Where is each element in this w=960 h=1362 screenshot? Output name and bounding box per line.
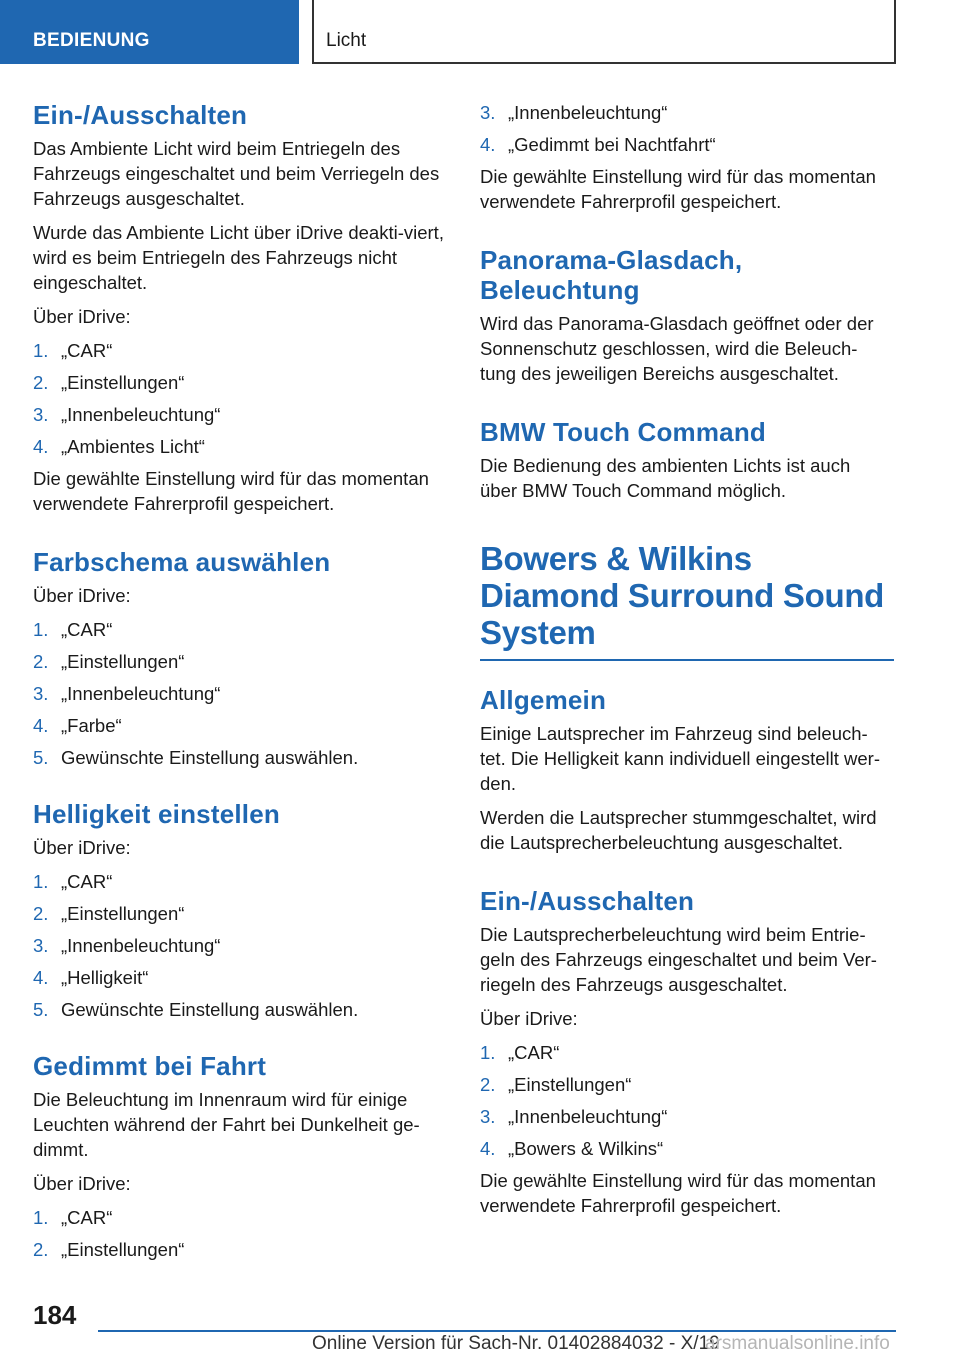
list-item [480,132,892,157]
step-text: „Innenbeleuchtung“ [61,404,221,425]
right-column [480,100,892,1227]
step-number: 4. [480,1138,496,1159]
step-list [33,1205,445,1262]
step-text: „CAR“ [61,619,113,640]
list-item [33,1205,445,1230]
step-text: „CAR“ [508,1042,560,1063]
list-item [33,681,445,706]
step-text: „Innenbeleuchtung“ [61,935,221,956]
step-number: 1. [33,340,49,361]
step-text: „Einstellungen“ [61,903,185,924]
step-text: „Einstellungen“ [61,651,185,672]
step-text: „Einstellungen“ [61,372,185,393]
step-list [33,869,445,1022]
step-text: „Farbe“ [61,715,122,736]
paragraph: Über iDrive: [480,1008,578,1029]
step-number: 2. [33,372,49,393]
step-list [33,617,445,770]
paragraph: Wird das Panorama-Glasdach geöffnet oder der Sonnenschutz geschlossen, wird die Beleuch-tung des jeweiligen Bereichs ausgeschaltet. [480,313,874,384]
section-title: Allgemein [480,685,607,715]
step-list [480,100,892,157]
chapter-tab [0,0,299,64]
step-number: 3. [33,935,49,956]
step-number: 1. [33,619,49,640]
paragraph: Über iDrive: [33,585,131,606]
paragraph: Die gewählte Einstellung wird für das momentan verwendete Fahrerprofil gespeichert. [33,468,429,514]
step-text: „CAR“ [61,340,113,361]
list-item [480,1040,892,1065]
section-title: Gedimmt bei Fahrt [33,1051,267,1081]
list-item [480,1104,892,1129]
paragraph: Einige Lautsprecher im Fahrzeug sind beleuch-tet. Die Helligkeit kann individuell eingestellt wer-den. [480,723,880,794]
topic-box [312,0,896,64]
step-text: „Einstellungen“ [61,1239,185,1260]
paragraph: Die Bedienung des ambienten Lichts ist auch über BMW Touch Command möglich. [480,455,851,501]
list-item [33,338,445,363]
list-item [33,617,445,642]
step-text: „Bowers & Wilkins“ [508,1138,664,1159]
list-item [33,997,445,1022]
step-text: „Innenbeleuchtung“ [61,683,221,704]
page-number: 184 [33,1300,77,1330]
paragraph: Die Lautsprecherbeleuchtung wird beim Entrie-geln des Fahrzeugs eingeschaltet und beim Ver-riegeln des Fahrzeugs ausgeschaltet. [480,924,877,995]
step-number: 2. [33,651,49,672]
list-item [33,745,445,770]
watermark: arsmanualsonline.info [705,1333,890,1354]
step-number: 2. [33,1239,49,1260]
chapter-label: BEDIENUNG [33,30,150,51]
step-text: „Helligkeit“ [61,967,149,988]
list-item [33,713,445,738]
list-item [33,933,445,958]
paragraph: Die gewählte Einstellung wird für das momentan verwendete Fahrerprofil gespeichert. [480,1170,876,1216]
step-text: „CAR“ [61,1207,113,1228]
step-text: „Innenbeleuchtung“ [508,102,668,123]
step-list [33,338,445,459]
step-number: 4. [33,715,49,736]
list-item [33,965,445,990]
step-text: „CAR“ [61,871,113,892]
list-item [33,370,445,395]
step-text: Gewünschte Einstellung auswählen. [61,747,359,768]
section-title: Panorama-Glasdach, Beleuchtung [480,245,743,305]
chapter-title: Bowers & Wilkins Diamond Surround Sound System [480,540,885,651]
list-item [33,649,445,674]
list-item [33,402,445,427]
step-number: 4. [33,967,49,988]
step-number: 1. [480,1042,496,1063]
section-title: BMW Touch Command [480,417,766,447]
list-item [33,1237,445,1262]
list-item [33,869,445,894]
list-item [480,1072,892,1097]
step-number: 4. [480,134,496,155]
step-number: 1. [33,871,49,892]
topic-label: Licht [326,30,367,51]
step-number: 3. [33,404,49,425]
section-title: Ein-/Ausschalten [33,100,248,130]
list-item [480,1136,892,1161]
paragraph: Die Beleuchtung im Innenraum wird für einige Leuchten während der Fahrt bei Dunkelheit ge-dimmt. [33,1089,420,1160]
step-text: „Innenbeleuchtung“ [508,1106,668,1127]
step-number: 3. [480,1106,496,1127]
step-number: 3. [480,102,496,123]
section-title: Helligkeit einstellen [33,799,280,829]
step-number: 3. [33,683,49,704]
section-title: Ein-/Ausschalten [480,886,695,916]
step-text: Gewünschte Einstellung auswählen. [61,999,359,1020]
step-number: 2. [480,1074,496,1095]
step-number: 5. [33,999,49,1020]
paragraph: Die gewählte Einstellung wird für das momentan verwendete Fahrerprofil gespeichert. [480,166,876,212]
step-text: „Gedimmt bei Nachtfahrt“ [508,134,716,155]
paragraph: Über iDrive: [33,306,131,327]
paragraph: Das Ambiente Licht wird beim Entriegeln des Fahrzeugs eingeschaltet und beim Verriegeln des Fahrzeugs ausgeschaltet. [33,138,440,209]
step-number: 2. [33,903,49,924]
section-title: Farbschema auswählen [33,547,331,577]
list-item [33,434,445,459]
chapter-rule [480,659,894,661]
step-text: „Ambientes Licht“ [61,436,205,457]
step-list [480,1040,892,1161]
step-number: 5. [33,747,49,768]
paragraph: Über iDrive: [33,1173,131,1194]
list-item [33,901,445,926]
paragraph: Über iDrive: [33,837,131,858]
footer-rule [98,1330,896,1332]
paragraph: Werden die Lautsprecher stummgeschaltet, wird die Lautsprecherbeleuchtung ausgeschaltet. [480,807,877,853]
step-number: 1. [33,1207,49,1228]
left-column [33,100,445,1269]
list-item [480,100,892,125]
step-number: 4. [33,436,49,457]
paragraph: Wurde das Ambiente Licht über iDrive deakti-viert, wird es beim Entriegeln des Fahrzeugs nicht eingeschaltet. [33,222,444,293]
online-version-note: Online Version für Sach-Nr. 01402884032 - X/19 [312,1333,720,1354]
step-text: „Einstellungen“ [508,1074,632,1095]
